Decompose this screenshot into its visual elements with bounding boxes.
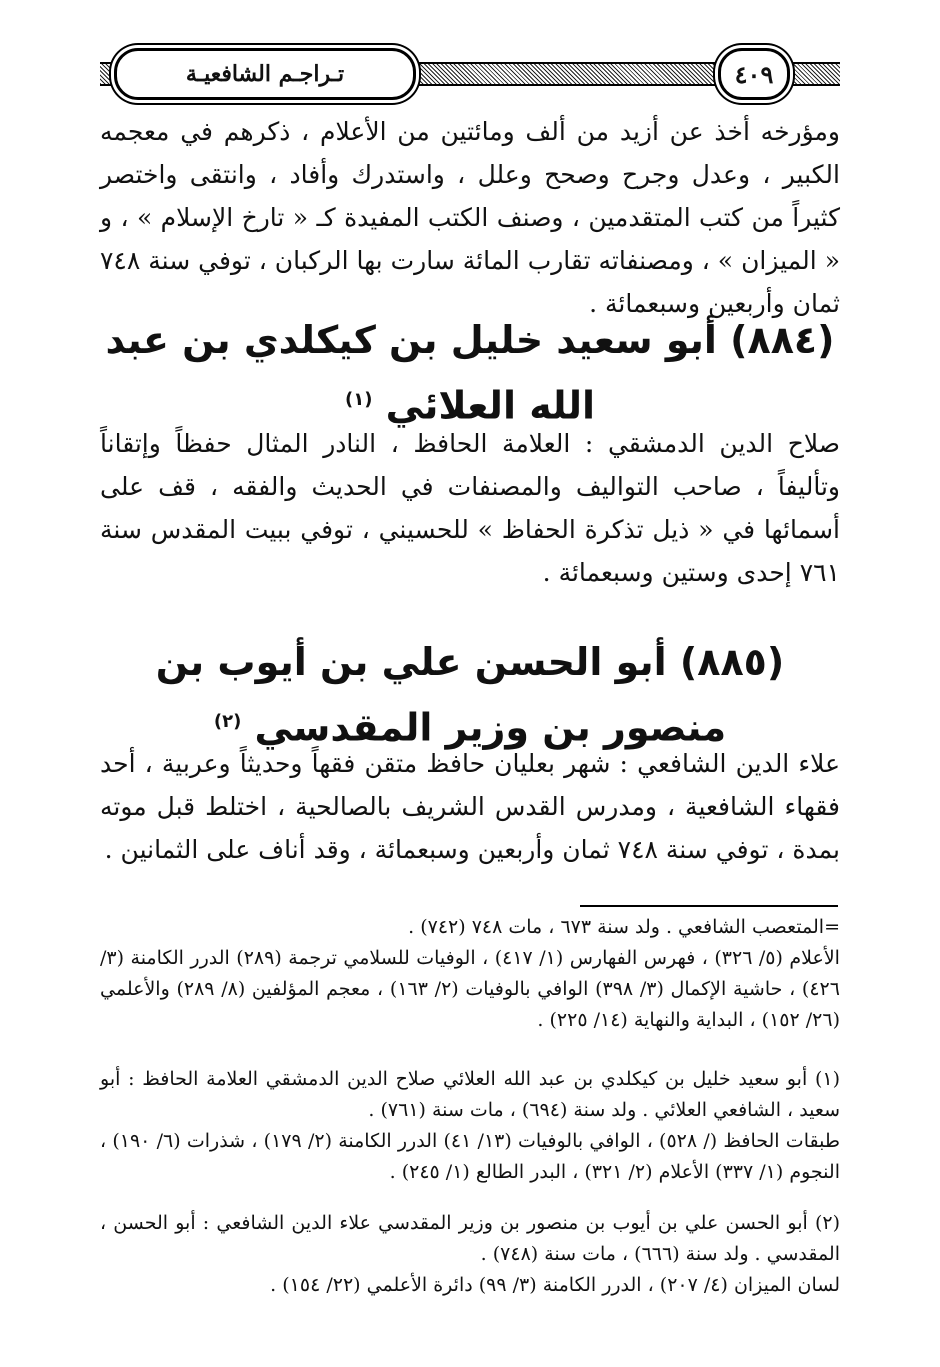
entry-885-text: علاء الدين الشافعي : شهر بعليان حافظ متقن فقهاً وحديثاً وعربية ، أحد فقهاء الشافعية ، ومدرس القدس الشريف بالصالحية ، اختلط قبل موته بمدة ، توفي سنة ٧٤٨ ثمان وأربعين وسبعمائة ، وقد أناف على الثمانين . xyxy=(100,749,840,864)
footnote-continued xyxy=(100,912,840,1036)
running-title: تـراجـم الشافعيـة xyxy=(114,48,416,100)
entry-884-text: صلاح الدين الدمشقي : العلامة الحافظ ، النادر المثال حفظاً وإتقاناً وتأليفاً ، صاحب التواليف والمصنفات في الحديث والفقه ، قف على أسمائها في « ذيل تذكرة الحفاظ » للحسيني ، توفي ببيت المقدس سنة ٧٦١ إحدى وستين وسبعمائة . xyxy=(100,429,840,587)
footnote-line: لسان الميزان (٤/ ٢٠٧) ، الدرر الكامنة (٣/ ٩٩) دائرة الأعلمي (٢٢/ ١٥٤) . xyxy=(270,1274,840,1296)
entry-884-title xyxy=(100,310,840,436)
entry-884-note-ref: (١) xyxy=(344,389,373,410)
footnote-line: =المتعصب الشافعي . ولد سنة ٦٧٣ ، مات ٧٤٨ (٧٤٢) . xyxy=(408,916,840,938)
entry-885-title xyxy=(100,632,840,758)
footnote-line: (١) أبو سعيد خليل بن كيكلدي بن عبد الله العلائي صلاح الدين الدمشقي العلامة الحافظ : أبو سعيد ، الشافعي العلائي . ولد سنة (٦٩٤) ، مات سنة (٧٦١) . xyxy=(100,1068,840,1121)
page-number: ٤٠٩ xyxy=(718,48,790,100)
footnote-1 xyxy=(100,1064,840,1188)
footnote-line: (٢) أبو الحسن علي بن أيوب بن منصور بن وزير المقدسي علاء الدين الشافعي : أبو الحسن ، المقدسي . ولد سنة (٦٦٦) ، مات سنة (٧٤٨) . xyxy=(100,1212,840,1265)
footnote-separator xyxy=(580,905,838,907)
entry-885-note-ref: (٢) xyxy=(213,711,242,732)
footnote-2 xyxy=(100,1208,840,1301)
footnote-line: الأعلام (٥/ ٣٢٦) ، فهرس الفهارس (١/ ٤١٧) ، الوفيات للسلامي ترجمة (٢٨٩) الدرر الكامنة (٣/ ٤٢٦) ، حاشية الإكمال (٣/ ٣٩٨) الوافي بالوفيات (٢/ ١٦٣) ، معجم المؤلفين (٨/ ٢٨٩) والأعلمي (٢٦/ ١٥٢) ، البداية والنهاية (١٤/ ٢٢٥) . xyxy=(100,947,840,1031)
entry-885-heading-text: (٨٨٥) أبو الحسن علي بن أيوب بن منصور بن وزير المقدسي xyxy=(155,640,785,750)
intro-paragraph: ومؤرخه أخذ عن أزيد من ألف ومائتين من الأعلام ، ذكرهم في معجمه الكبير ، وعدل وجرح وصحح وعلل ، واستدرك وأفاد ، وانتقى واختصر كثيراً من كتب المتقدمين ، وصنف الكتب المفيدة كـ « تارخ الإسلام » ، و « الميزان » ، ومصنفاته تقارب المائة سارت بها الركبان ، توفي سنة ٧٤٨ ثمان وأربعين وسبعمائة . xyxy=(100,117,840,318)
entry-884-heading-text: (٨٨٤) أبو سعيد خليل بن كيكلدي بن عبد الله العلائي xyxy=(105,318,835,428)
footnote-line: طبقات الحافظ (/ ٥٢٨) ، الوافي بالوفيات (١٣/ ٤١) الدرر الكامنة (٢/ ١٧٩) ، شذرات (٦/ ١٩٠) ، النجوم (١/ ٣٣٧) الأعلام (٢/ ٣٢١) ، البدر الطالع (١/ ٢٤٥) . xyxy=(100,1130,840,1183)
page-header xyxy=(100,42,840,102)
